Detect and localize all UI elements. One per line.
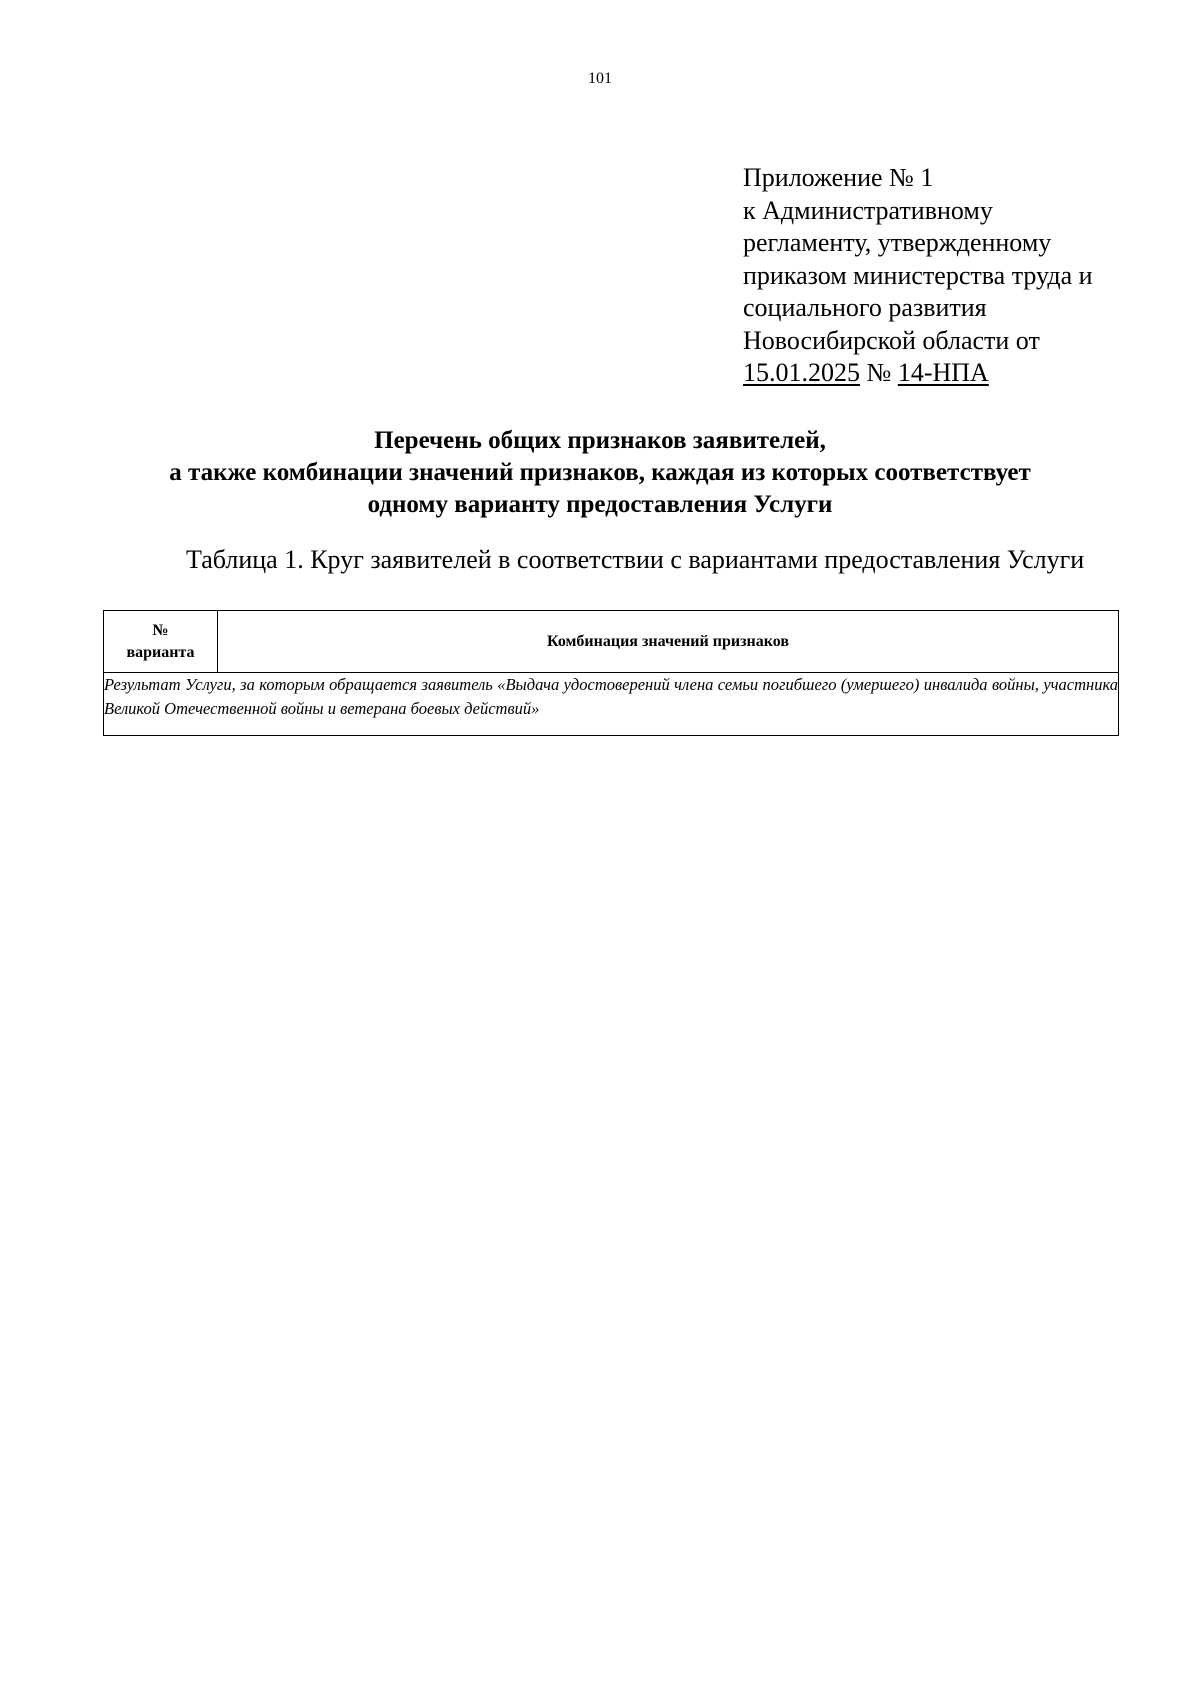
variants-table <box>103 610 1119 736</box>
appendix-line: к Административному <box>743 195 993 225</box>
number-sign: № <box>866 358 892 387</box>
table-header-row <box>104 611 1119 673</box>
title-line: Перечень общих признаков заявителей, <box>374 427 826 454</box>
appendix-line: приказом министерства труда и <box>743 260 1093 290</box>
order-number: 14-НПА <box>897 358 989 387</box>
page-number: 101 <box>588 70 612 87</box>
document-title <box>0 425 1200 521</box>
appendix-line: Приложение № 1 <box>743 163 934 192</box>
appendix-order-line <box>743 357 1163 390</box>
appendix-line: регламенту, утвержденному <box>743 228 1052 257</box>
appendix-block <box>743 162 1163 390</box>
header-num-sign: № <box>152 621 169 639</box>
header-variant-label: варианта <box>126 643 195 661</box>
header-combination: Комбинация значений признаков <box>218 611 1119 673</box>
table-row <box>104 673 1119 736</box>
appendix-line: Новосибирской области от <box>743 325 1040 355</box>
appendix-line: социального развития <box>743 293 987 322</box>
title-line: а также комбинации значений признаков, каждая из которых соответствует <box>169 459 1031 486</box>
header-variant-number <box>104 611 218 673</box>
title-line: одному варианту предоставления Услуги <box>367 491 833 518</box>
order-date: 15.01.2025 <box>743 358 860 387</box>
table-caption: Таблица 1. Круг заявителей в соответствии с вариантами предоставления Услуги <box>186 545 1085 574</box>
result-row-cell: Результат Услуги, за которым обращается заявитель «Выдача удостоверений члена семьи погибшего (умершего) инвалида войны, участника Великой Отечественной войны и ветерана боевых действий» <box>104 673 1119 736</box>
